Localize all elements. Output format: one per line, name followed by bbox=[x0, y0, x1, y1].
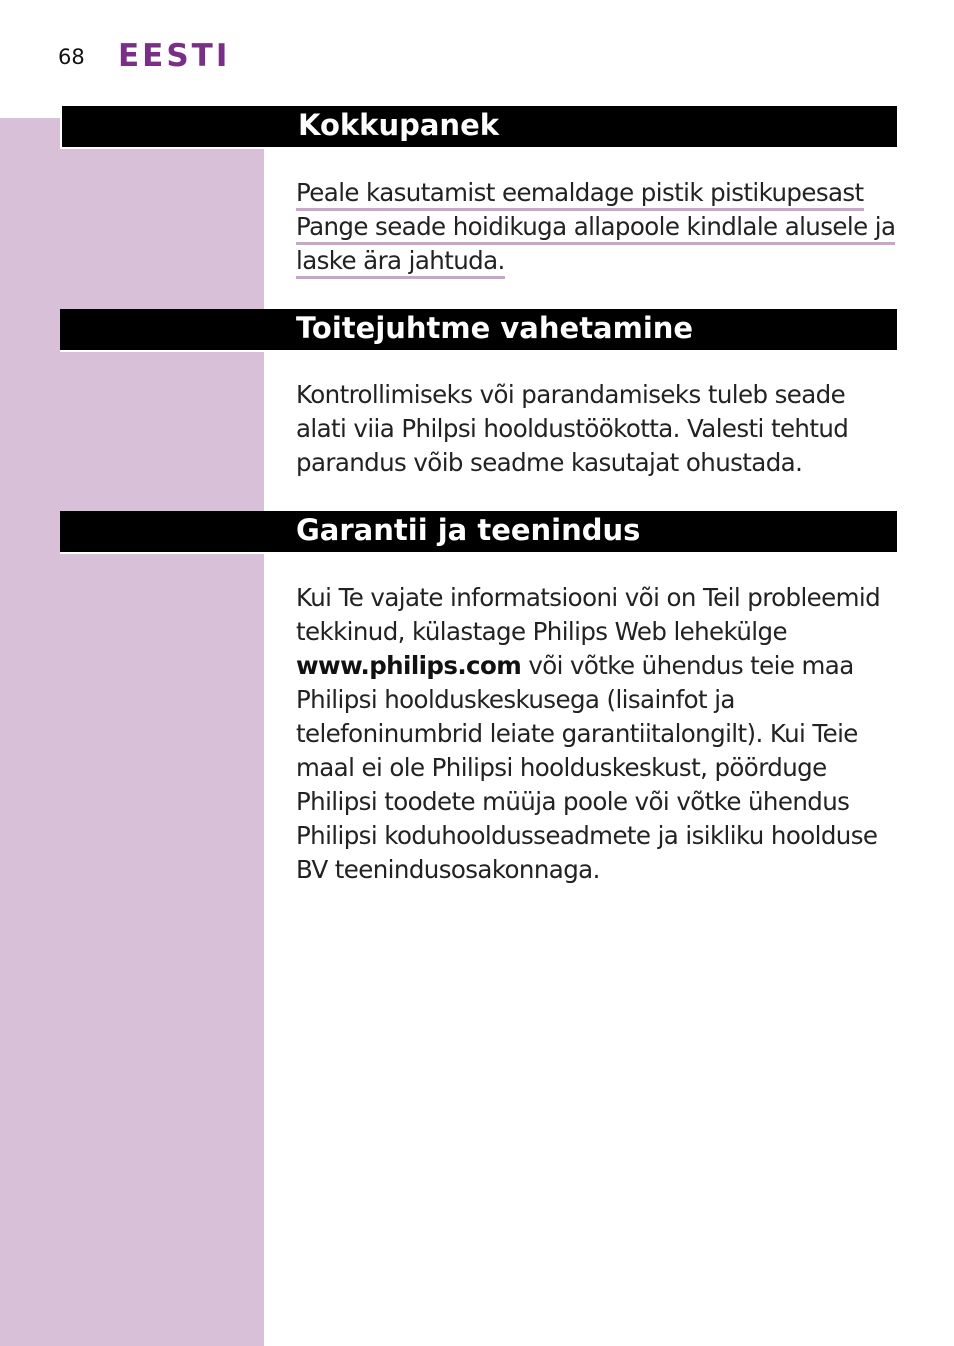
text-line: Kui Te vajate informatsiooni või on Teil probleemid bbox=[296, 583, 881, 612]
text-line: alati viia Philpsi hooldustöökotta. Valesti tehtud bbox=[296, 414, 849, 443]
text-line: Philipsi toodete müüja poole või võtke ühendus bbox=[296, 787, 850, 816]
text-line: tekkinud, külastage Philips Web lehekülge bbox=[296, 617, 787, 646]
text-line: Philipsi hoolduskeskusega (lisainfot ja bbox=[296, 685, 735, 714]
section-bar-kokkupanek bbox=[60, 106, 897, 149]
text-line: maal ei ole Philipsi hoolduskeskust, pöörduge bbox=[296, 753, 827, 782]
section-title: Garantii ja teenindus bbox=[296, 513, 641, 547]
philips-website-link[interactable]: www.philips.com bbox=[296, 651, 522, 680]
section-body-toitejuhtme bbox=[296, 378, 906, 480]
page-language-heading: EESTI bbox=[118, 38, 231, 74]
section-body-garantii bbox=[296, 581, 906, 887]
text-line: Pange seade hoidikuga allapoole kindlale alusele ja bbox=[296, 210, 906, 244]
section-bar-garantii bbox=[60, 511, 897, 554]
section-bar-toitejuhtme bbox=[60, 309, 897, 352]
text-line: parandus võib seadme kasutajat ohustada. bbox=[296, 448, 803, 477]
text-fragment: või võtke ühendus teie maa bbox=[521, 651, 854, 680]
text-line: telefoninumbrid leiate garantiitalongilt). Kui Teie bbox=[296, 719, 858, 748]
text-line: BV teenindusosakonnaga. bbox=[296, 855, 600, 884]
section-title: Kokkupanek bbox=[298, 108, 500, 142]
side-band bbox=[0, 118, 264, 1346]
text-line bbox=[296, 649, 906, 683]
text-line: Peale kasutamist eemaldage pistik pistikupesast bbox=[296, 176, 906, 210]
text-line: Philipsi koduhooldusseadmete ja isikliku hoolduse bbox=[296, 821, 878, 850]
section-body-kokkupanek bbox=[296, 176, 906, 278]
section-title: Toitejuhtme vahetamine bbox=[296, 311, 694, 345]
text-line: Kontrollimiseks või parandamiseks tuleb seade bbox=[296, 380, 846, 409]
text-line: laske ära jahtuda. bbox=[296, 244, 906, 278]
page-number: 68 bbox=[58, 45, 85, 69]
